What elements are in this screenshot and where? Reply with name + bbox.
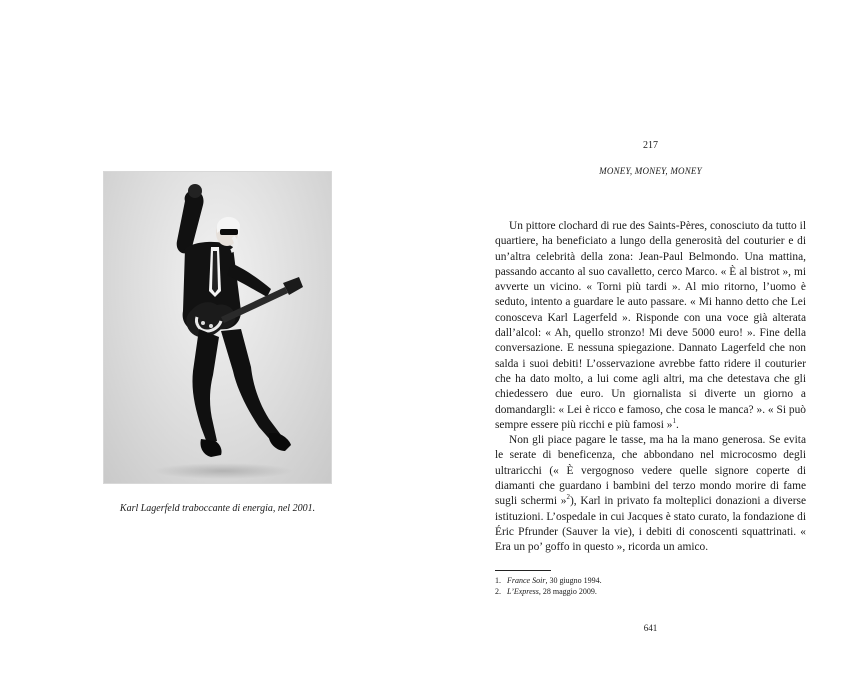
- footnote-detail: , 30 giugno 1994.: [545, 576, 602, 585]
- footnote-rule: [495, 570, 551, 571]
- footnote-1: [495, 575, 806, 586]
- photo-jumping-guitarist: [103, 171, 332, 484]
- footnote-source: France Soir: [507, 576, 546, 585]
- page-number-bottom: 641: [643, 623, 658, 633]
- footnote-source: L’Express: [507, 587, 539, 596]
- footnote-ref-2: 2: [566, 493, 570, 502]
- footnote-detail: , 28 maggio 2009.: [538, 587, 597, 596]
- chapter-title: MONEY, MONEY, MONEY: [599, 166, 702, 176]
- body-text: [495, 219, 806, 556]
- footnote-2: [495, 586, 806, 597]
- paragraph-2-text-before: Non gli piace pagare le tasse, ma ha la mano generosa. Se evita le serate di beneficenza, che abbondano nel microcosmo degli ultraricchi (« È vergognoso vedere quelle signore coperte di diamanti che guardano i bambini del terzo mondo morire di fame sugli schermi »: [495, 434, 806, 508]
- page-number-top: 217: [643, 140, 658, 151]
- footnotes: [495, 575, 806, 597]
- guitarist-silhouette-icon: [103, 171, 332, 484]
- paragraph-1: [495, 219, 806, 433]
- paragraph-1-text: Un pittore clochard di rue des Saints-Pères, conosciuto da tutto il quartiere, ha beneficiato a lungo della generosità del couturier e di un’altra celebrità della zona: Jean-Paul Belmondo. Una mattina, passando accanto al suo cavalletto, cerco Marco. « È al bistrot », mi avverte un vicino. « Torni più tardi ». Al mio ritorno, l’uomo è seduto, intento a guardare le auto passare. « Mi hanno detto che Lei conosceva Karl Lagerfeld ». Risponde con una voce già alterata dall’alcol: « Ah, quello stronzo! Mi deve 5000 euro! ». Fine della conversazione. E nessuna spiegazione. Dannato Lagerfeld che non salda i suoi debiti! L’osservazione avrebbe fatto ridere il couturier che ha dato molto, a lui come agli altri, ma che detestava che gli chiedessero due euro. Un giornalista si diverte un giorno a domandargli: « Lei è ricco e famoso, che cosa le manca? ». « Si può sempre essere più ricchi e più famosi »: [495, 220, 806, 431]
- footnote-ref-1: 1: [672, 417, 676, 426]
- footnote-number: 1.: [495, 576, 501, 585]
- paragraph-2-text-after: ), Karl in privato fa molteplici donazioni a diverse istituzioni. L’ospedale in cui Jacques è stato curato, la fondazione di Éric Pfrunder (Sauver la vie), i debiti di conoscenti squattrinati. « Era un po’ goffo in questo », ricorda un amico.: [495, 495, 807, 554]
- footnote-number: 2.: [495, 587, 501, 596]
- paragraph-2: [495, 433, 806, 555]
- paragraph-1-end: .: [675, 418, 679, 431]
- photo-caption: Karl Lagerfeld traboccante di energia, nel 2001.: [119, 503, 316, 514]
